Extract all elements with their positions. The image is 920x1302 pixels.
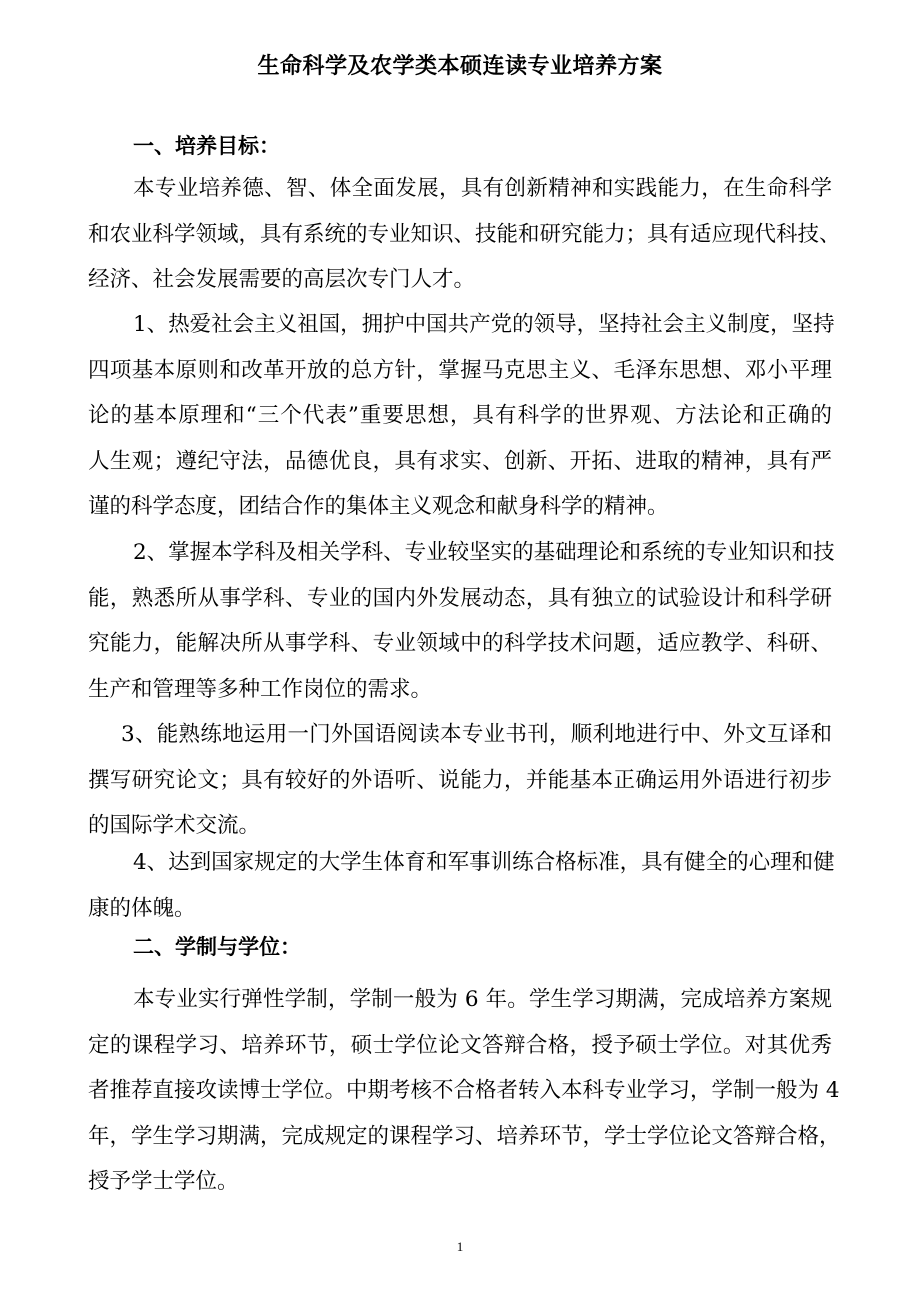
paragraph-line: 3、能熟练地运用一门外国语阅读本专业书刊，顺利地进行中、外文互译和 — [121, 722, 832, 747]
paragraph-line: 谨的科学态度，团结合作的集体主义观念和献身科学的精神。 — [88, 494, 669, 519]
paragraph-line: 授予学士学位。 — [88, 1169, 239, 1194]
section-heading-goals: 一、培养目标： — [133, 134, 280, 158]
paragraph-line: 1、热爱社会主义祖国，拥护中国共产党的领导，坚持社会主义制度，坚持 — [133, 312, 835, 337]
paragraph-line: 究能力，能解决所从事学科、专业领域中的科学技术问题，适应教学、科研、 — [88, 631, 832, 656]
paragraph-line: 年，学生学习期满，完成规定的课程学习、培养环节，学士学位论文答辩合格， — [88, 1123, 841, 1149]
paragraph-line: 本专业实行弹性学制，学制一般为 6 年。学生学习期满，完成培养方案规 — [133, 987, 832, 1012]
paragraph-line: 经济、社会发展需要的高层次专门人才。 — [88, 267, 476, 292]
paragraph-line: 论的基本原理和“三个代表”重要思想，具有科学的世界观、方法论和正确的 — [88, 403, 832, 428]
paragraph-line: 定的课程学习、培养环节，硕士学位论文答辩合格，授予硕士学位。对其优秀 — [88, 1032, 832, 1058]
goal-item-1 — [88, 302, 835, 530]
goal-item-3 — [88, 712, 832, 849]
goals-intro-paragraph — [88, 166, 841, 303]
goal-item-4 — [88, 840, 835, 931]
paragraph-line: 生产和管理等多种工作岗位的需求。 — [88, 676, 433, 702]
paragraph-line: 康的体魄。 — [88, 895, 196, 921]
paragraph-line: 2、掌握本学科及相关学科、专业较坚实的基础理论和系统的专业知识和技 — [133, 540, 835, 565]
goal-item-2 — [88, 530, 835, 712]
paragraph-line: 人生观；遵纪守法，品德优良，具有求实、创新、开拓、进取的精神，具有严 — [88, 448, 832, 474]
paragraph-line: 者推荐直接攻读博士学位。中期考核不合格者转入本科专业学习，学制一般为 4 — [88, 1078, 840, 1103]
page-number: 1 — [456, 1239, 464, 1254]
paragraph-line: 本专业培养德、智、体全面发展，具有创新精神和实践能力，在生命科学 — [133, 176, 832, 201]
paragraph-line: 的国际学术交流。 — [88, 813, 261, 838]
section-heading-duration-degree: 二、学制与学位： — [133, 935, 301, 959]
paragraph-line: 能，熟悉所从事学科、专业的国内外发展动态，具有独立的试验设计和科学研 — [88, 585, 832, 611]
document-title: 生命科学及农学类本硕连读专业培养方案 — [257, 54, 663, 79]
paragraph-line: 和农业科学领域，具有系统的专业知识、技能和研究能力；具有适应现代科技、 — [88, 221, 841, 247]
duration-degree-paragraph — [88, 977, 841, 1205]
paragraph-line: 四项基本原则和改革开放的总方针，掌握马克思主义、毛泽东思想、邓小平理 — [88, 357, 832, 383]
paragraph-line: 4、达到国家规定的大学生体育和军事训练合格标准，具有健全的心理和健 — [133, 850, 835, 875]
paragraph-line: 撰写研究论文；具有较好的外语听、说能力，并能基本正确运用外语进行初步 — [88, 767, 832, 793]
